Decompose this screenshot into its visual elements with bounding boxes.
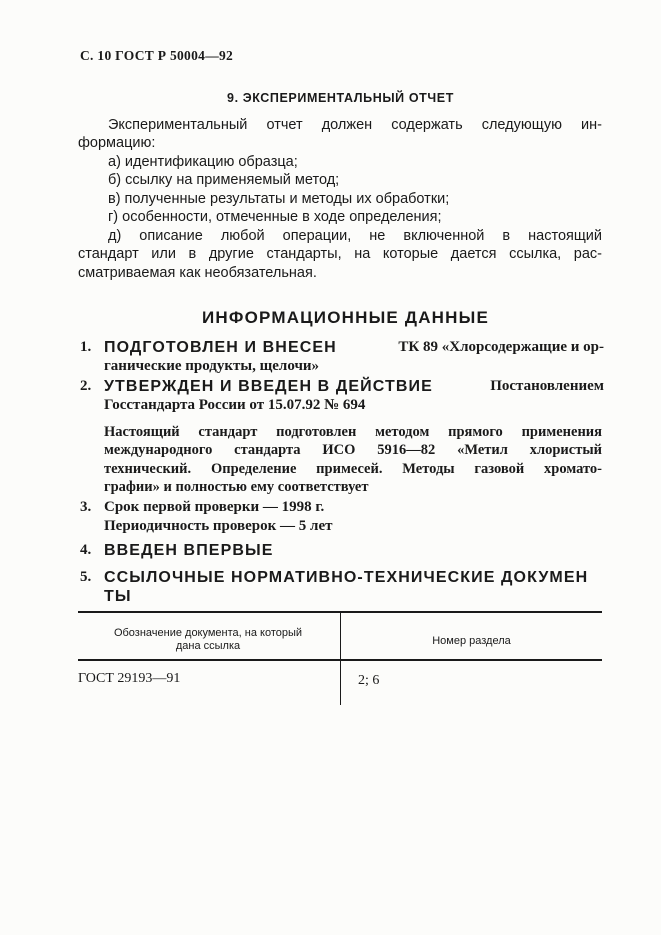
list-item-b: б) ссылку на применяемый метод; bbox=[108, 172, 340, 188]
note-line: графии» и полностью ему соответствует bbox=[104, 479, 369, 495]
list-item-e: д) описание любой операции, не включенной в настоящий bbox=[108, 228, 602, 244]
item-text: ганические продукты, щелочи» bbox=[104, 358, 320, 374]
section-9-title: 9. ЭКСПЕРИМЕНТАЛЬНЫЙ ОТЧЕТ bbox=[227, 91, 454, 105]
page-header: С. 10 ГОСТ Р 50004—92 bbox=[80, 48, 234, 63]
item-number: 5. bbox=[80, 569, 92, 585]
item-heading: ССЫЛОЧНЫЕ НОРМАТИВНО-ТЕХНИЧЕСКИЕ ДОКУМЕН bbox=[104, 569, 589, 586]
info-data-title: ИНФОРМАЦИОННЫЕ ДАННЫЕ bbox=[201, 308, 490, 327]
body-line: Экспериментальный отчет должен содержать следующую ин- bbox=[108, 117, 602, 133]
col-header-section: Номер раздела bbox=[432, 635, 511, 647]
table-body-divider bbox=[340, 661, 341, 705]
item-heading: ВВЕДЕН ВПЕРВЫЕ bbox=[104, 542, 274, 559]
body-line: стандарт или в другие стандарты, на которые дается ссылка, рас- bbox=[78, 246, 602, 262]
col-header-document: Обозначение документа, на который дана ссылка bbox=[113, 627, 303, 652]
note-line: Настоящий стандарт подготовлен методом прямого применения bbox=[104, 424, 602, 440]
item-text: Постановлением bbox=[490, 378, 604, 394]
table-cell-doc: ГОСТ 29193—91 bbox=[78, 671, 181, 686]
item-number: 4. bbox=[80, 542, 92, 558]
item-number: 2. bbox=[80, 378, 92, 394]
item-text: Госстандарта России от 15.07.92 № 694 bbox=[104, 397, 366, 413]
body-line: формацию: bbox=[78, 135, 156, 151]
table-cell-section: 2; 6 bbox=[358, 673, 380, 688]
item-text: ТК 89 «Хлорсодержащие и ор- bbox=[398, 339, 604, 355]
note-line: технический. Определение примесей. Методы газовой хромато- bbox=[104, 461, 602, 477]
item-number: 3. bbox=[80, 499, 92, 515]
item-number: 1. bbox=[80, 339, 92, 355]
note-line: международного стандарта ИСО 5916—82 «Метил хлористый bbox=[104, 442, 602, 458]
item-heading: УТВЕРЖДЕН И ВВЕДЕН В ДЕЙСТВИЕ bbox=[104, 378, 433, 395]
item-heading: ПОДГОТОВЛЕН И ВНЕСЕН bbox=[104, 339, 337, 356]
list-item-d: г) особенности, отмеченные в ходе определения; bbox=[108, 209, 442, 225]
item-text: Срок первой проверки — 1998 г. bbox=[104, 499, 325, 515]
item-heading-cont: ТЫ bbox=[104, 588, 132, 605]
item-text: Периодичность проверок — 5 лет bbox=[104, 518, 333, 534]
list-item-a: а) идентификацию образца; bbox=[108, 154, 298, 170]
body-line: сматриваемая как необязательная. bbox=[78, 265, 317, 281]
list-item-c: в) полученные результаты и методы их обработки; bbox=[108, 191, 450, 207]
